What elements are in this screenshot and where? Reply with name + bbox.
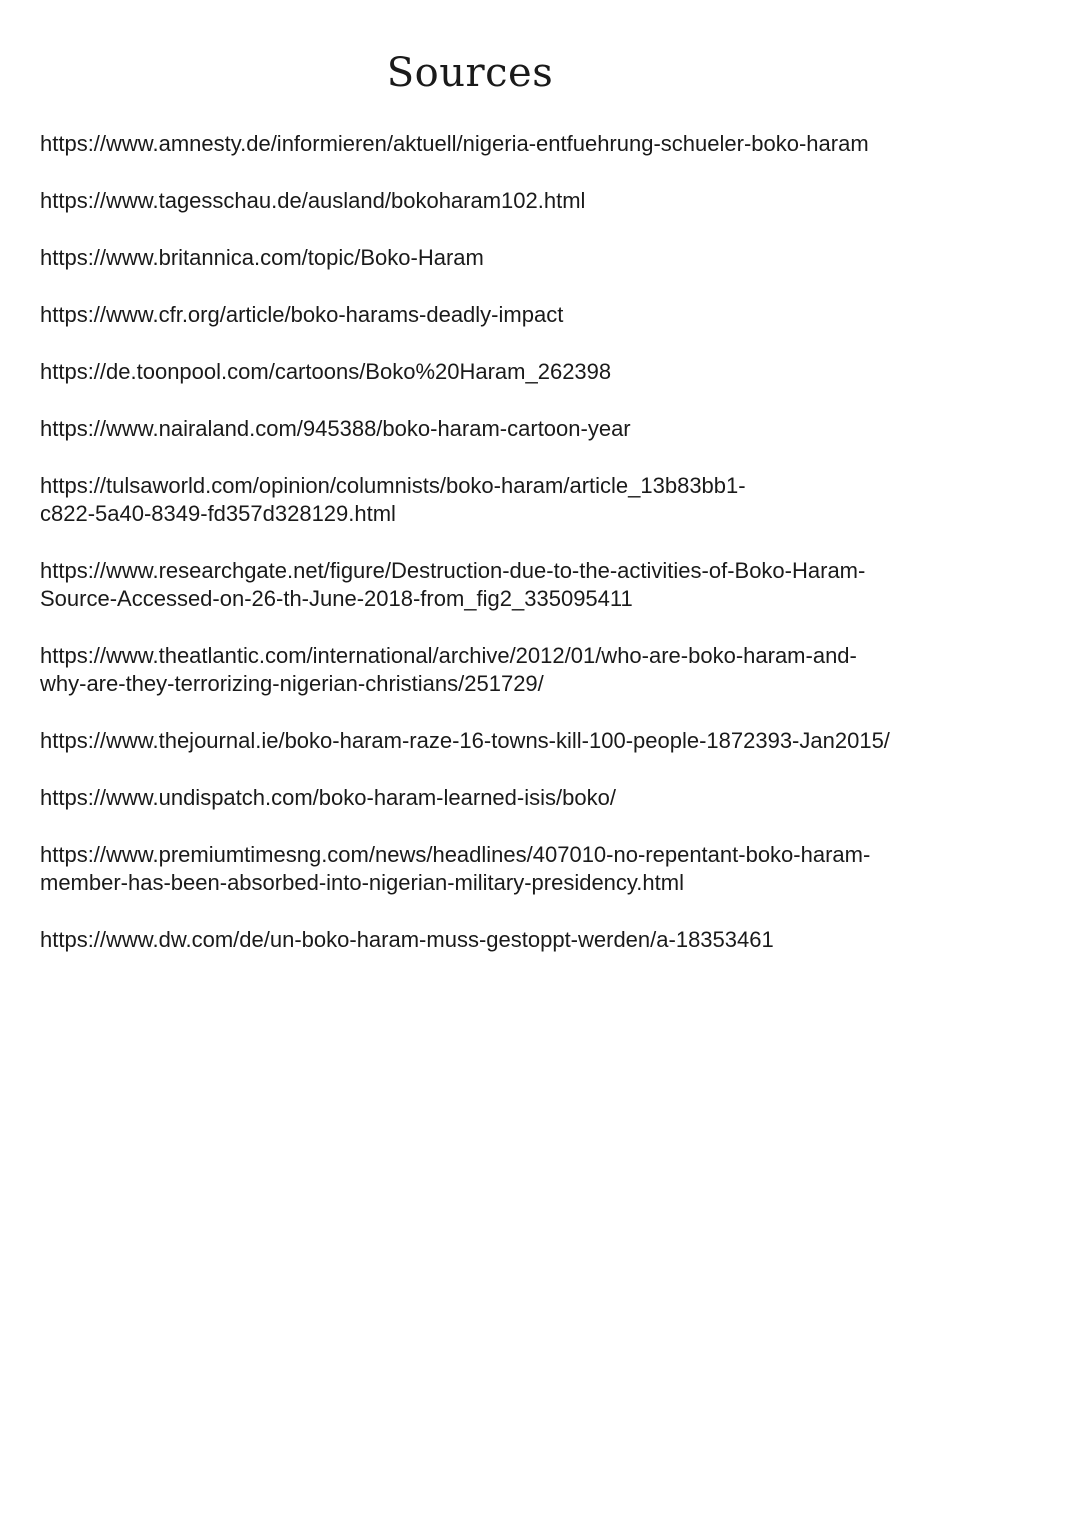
source-link[interactable]	[40, 472, 1050, 528]
source-link[interactable]	[40, 130, 1050, 158]
source-link[interactable]	[40, 642, 1050, 698]
source-link-line: c822-5a40-8349-fd357d328129.html	[40, 501, 396, 526]
source-link-line: https://www.premiumtimesng.com/news/headlines/407010-no-repentant-boko-haram-	[40, 842, 871, 867]
source-link[interactable]	[40, 557, 1050, 613]
source-link[interactable]	[40, 415, 1050, 443]
source-link-line: https://www.thejournal.ie/boko-haram-raze-16-towns-kill-100-people-1872393-Jan2015/	[40, 728, 890, 753]
page-title: Sources	[386, 50, 554, 96]
source-link-line: https://www.cfr.org/article/boko-harams-deadly-impact	[40, 302, 564, 327]
source-link-line: https://www.amnesty.de/informieren/aktuell/nigeria-entfuehrung-schueler-boko-haram	[40, 131, 869, 156]
source-link-line: https://www.tagesschau.de/ausland/bokoharam102.html	[40, 188, 586, 213]
source-link-line: why-are-they-terrorizing-nigerian-christians/251729/	[40, 671, 544, 696]
source-link-line: https://tulsaworld.com/opinion/columnists/boko-haram/article_13b83bb1-	[40, 473, 746, 498]
source-link-line: member-has-been-absorbed-into-nigerian-military-presidency.html	[40, 870, 684, 895]
source-link[interactable]	[40, 784, 1050, 812]
source-link-line: https://www.dw.com/de/un-boko-haram-muss-gestoppt-werden/a-18353461	[40, 927, 774, 952]
source-link[interactable]	[40, 301, 1050, 329]
source-link-line: https://de.toonpool.com/cartoons/Boko%20Haram_262398	[40, 359, 612, 384]
source-list	[40, 130, 1050, 983]
source-link-line: https://www.theatlantic.com/international/archive/2012/01/who-are-boko-haram-and-	[40, 643, 857, 668]
source-link[interactable]	[40, 926, 1050, 954]
source-link-line: https://www.researchgate.net/figure/Destruction-due-to-the-activities-of-Boko-Haram-	[40, 558, 866, 583]
source-link[interactable]	[40, 187, 1050, 215]
source-link-line: https://www.nairaland.com/945388/boko-haram-cartoon-year	[40, 416, 631, 441]
source-link[interactable]	[40, 727, 1050, 755]
source-link-line: Source-Accessed-on-26-th-June-2018-from_fig2_335095411	[40, 586, 633, 611]
source-link[interactable]	[40, 841, 1050, 897]
source-link-line: https://www.britannica.com/topic/Boko-Haram	[40, 245, 484, 270]
source-link[interactable]	[40, 244, 1050, 272]
source-link[interactable]	[40, 358, 1050, 386]
source-link-line: https://www.undispatch.com/boko-haram-learned-isis/boko/	[40, 785, 616, 810]
